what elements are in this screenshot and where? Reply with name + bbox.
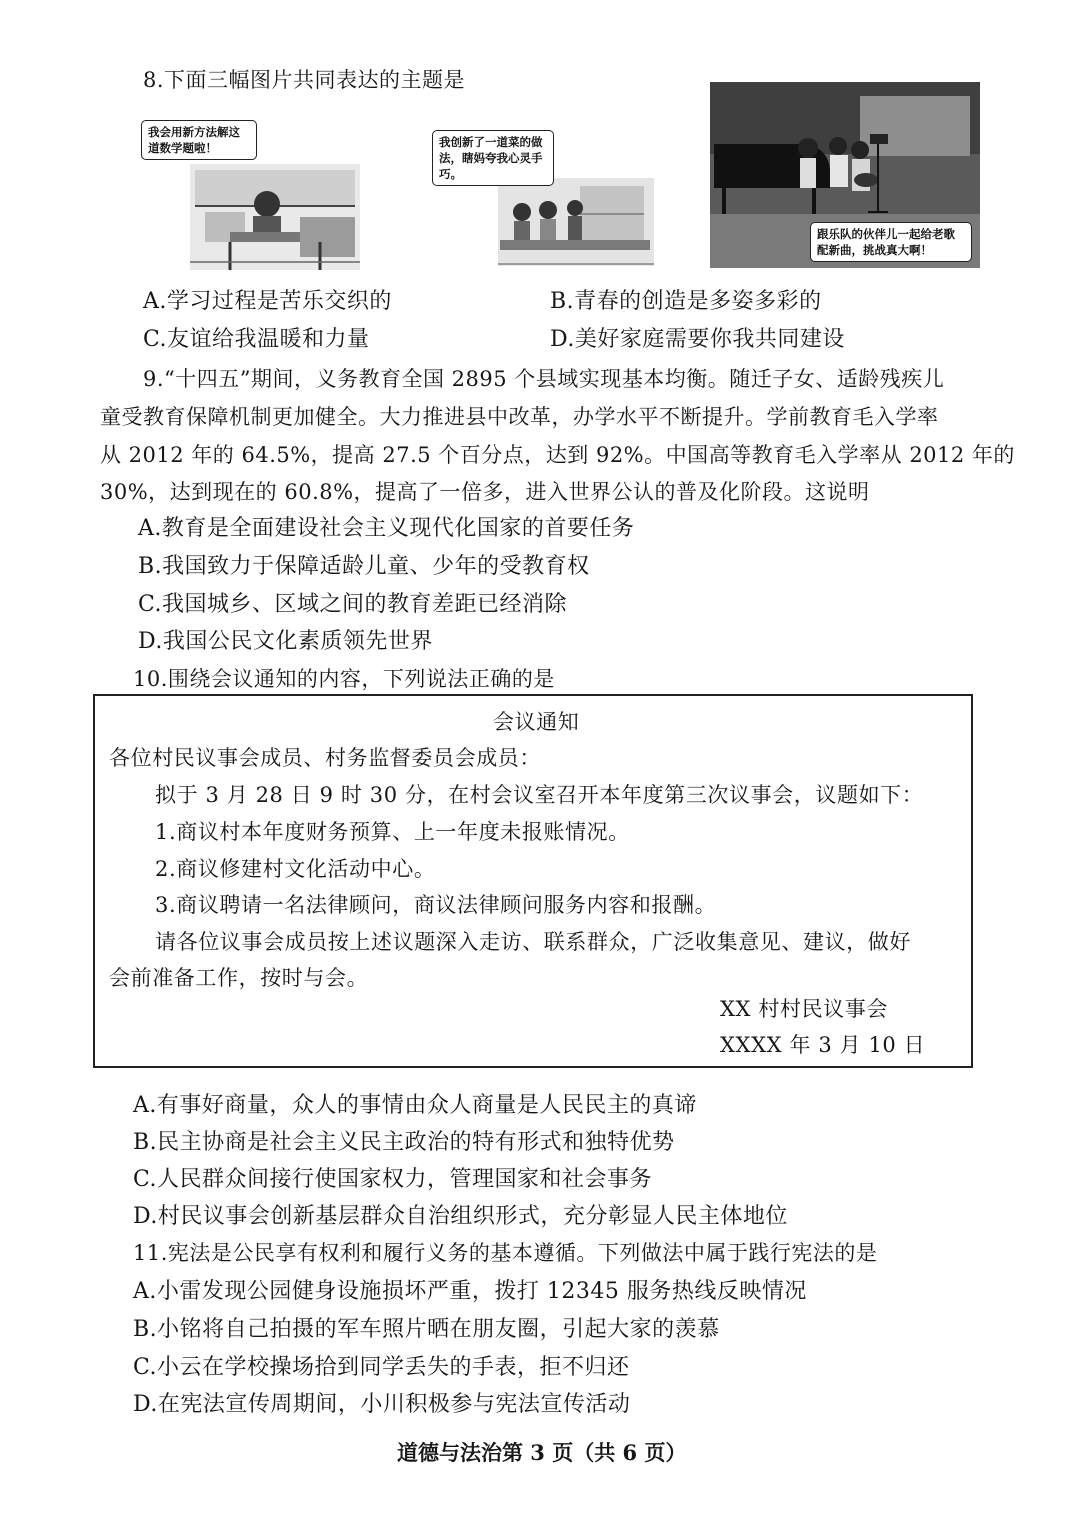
- q11-option-b[interactable]: B.小铭将自己拍摄的军车照片晒在朋友圈，引起大家的羡慕: [133, 1317, 720, 1342]
- notice-signature: XX 村村民议事会: [720, 997, 888, 1021]
- notice-request-line-2: 会前准备工作，按时与会。: [109, 966, 369, 990]
- q9-option-d[interactable]: D.我国公民文化素质领先世界: [138, 629, 433, 654]
- notice-intro: 拟于 3 月 28 日 9 时 30 分，在村会议室召开本年度第三次议事会，议题如下：: [155, 783, 924, 807]
- q11-stem: 11.宪法是公民享有权利和履行义务的基本遵循。下列做法中属于践行宪法的是: [133, 1241, 878, 1265]
- q11-option-c[interactable]: C.小云在学校操场拾到同学丢失的手表，拒不归还: [133, 1355, 630, 1380]
- q8-speech-bubble-2: 我创新了一道菜的做法，瞎妈夸我心灵手巧。: [432, 130, 554, 186]
- q8-option-b[interactable]: B.青春的创造是多姿多彩的: [550, 289, 822, 314]
- q9-option-b[interactable]: B.我国致力于保障适龄儿童、少年的受教育权: [138, 554, 590, 579]
- notice-request-line-1: 请各位议事会成员按上述议题深入走访、联系群众，广泛收集意见、建议，做好: [155, 930, 911, 954]
- q9-stem-line-3: 从 2012 年的 64.5%，提高 27.5 个百分点，达到 92%。中国高等教育毛入学率从 2012 年的: [100, 443, 1015, 467]
- q10-stem: 10.围绕会议通知的内容，下列说法正确的是: [133, 667, 555, 691]
- q8-speech-bubble-1: 我会用新方法解这道数学题啦！: [141, 120, 257, 160]
- q8-speech-bubble-3: 跟乐队的伙伴儿一起给老歌配新曲，挑战真大啊！: [810, 222, 972, 262]
- q9-stem-line-2: 童受教育保障机制更加健全。大力推进县中改革，办学水平不断提升。学前教育毛入学率: [100, 405, 939, 429]
- q11-option-d[interactable]: D.在宪法宣传周期间，小川积极参与宪法宣传活动: [133, 1392, 631, 1417]
- meeting-notice-box: [93, 694, 973, 1068]
- q10-option-b[interactable]: B.民主协商是社会主义民主政治的特有形式和独特优势: [133, 1130, 675, 1155]
- q8-picture-3: [710, 82, 980, 268]
- q10-option-c[interactable]: C.人民群众间接行使国家权力，管理国家和社会事务: [133, 1167, 653, 1192]
- notice-item-2: 2.商议修建村文化活动中心。: [155, 857, 436, 881]
- q10-option-d[interactable]: D.村民议事会创新基层群众自治组织形式，充分彰显人民主体地位: [133, 1204, 788, 1229]
- q8-option-c[interactable]: C.友谊给我温暖和力量: [143, 327, 370, 352]
- q8-picture-1: [135, 112, 365, 272]
- q8-stem: 8.下面三幅图片共同表达的主题是: [143, 68, 466, 92]
- q8-picture-2: [430, 128, 660, 268]
- q9-stem-line-1: 9.“十四五”期间，义务教育全国 2895 个县域实现基本均衡。随迁子女、适龄残疾儿: [143, 367, 945, 391]
- notice-item-3: 3.商议聘请一名法律顾问，商议法律顾问服务内容和报酬。: [155, 893, 717, 917]
- notice-item-1: 1.商议村本年度财务预算、上一年度未报账情况。: [155, 820, 630, 844]
- q11-option-a[interactable]: A.小雷发现公园健身设施损坏严重，拨打 12345 服务热线反映情况: [133, 1279, 807, 1304]
- notice-date: XXXX 年 3 月 10 日: [720, 1033, 926, 1057]
- notice-addressee: 各位村民议事会成员、村务监督委员会成员：: [109, 746, 541, 770]
- q9-option-c[interactable]: C.我国城乡、区域之间的教育差距已经消除: [138, 592, 568, 617]
- page-footer: 道德与法治第 3 页（共 6 页）: [397, 1440, 687, 1465]
- q9-option-a[interactable]: A.教育是全面建设社会主义现代化国家的首要任务: [138, 516, 635, 541]
- notice-title: 会议通知: [493, 710, 580, 734]
- q10-option-a[interactable]: A.有事好商量，众人的事情由众人商量是人民民主的真谛: [133, 1093, 697, 1118]
- q8-option-a[interactable]: A.学习过程是苦乐交织的: [143, 289, 392, 314]
- q9-stem-line-4: 30%，达到现在的 60.8%，提高了一倍多，进入世界公认的普及化阶段。这说明: [100, 480, 870, 504]
- q8-option-d[interactable]: D.美好家庭需要你我共同建设: [550, 327, 845, 352]
